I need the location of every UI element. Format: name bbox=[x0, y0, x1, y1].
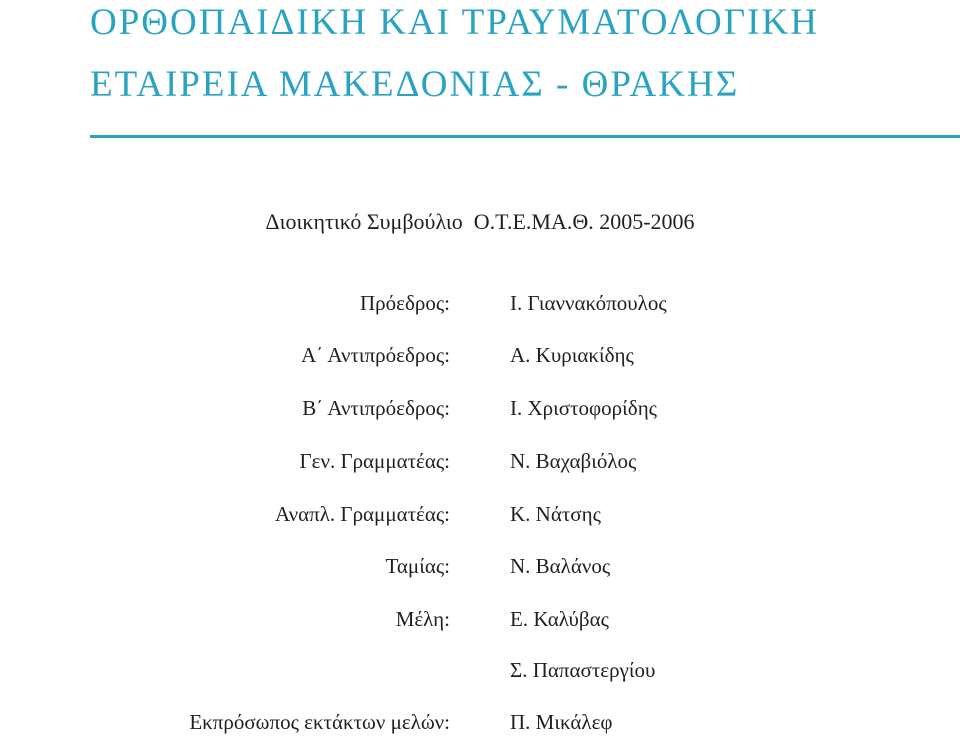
member-name: Κ. Νάτσης bbox=[510, 502, 601, 526]
header-divider bbox=[90, 135, 960, 138]
member-name: Ν. Βαλάνος bbox=[510, 554, 611, 578]
member-name: Σ. Παπαστεργίου bbox=[510, 658, 656, 682]
society-title-line-1: ΟΡΘΟΠΑΙΔΙΚΗ ΚΑΙ ΤΡΑΥΜΑΤΟΛΟΓΙΚΗ bbox=[90, 2, 819, 43]
member-row-general-secretary bbox=[0, 446, 960, 476]
member-role: Α΄ Αντιπρόεδρος: bbox=[301, 343, 450, 367]
member-name: Α. Κυριακίδης bbox=[510, 343, 634, 367]
member-row-vice-president-b bbox=[0, 393, 960, 423]
member-row-members-2 bbox=[0, 655, 960, 685]
member-role: Γεν. Γραμματέας: bbox=[299, 449, 450, 473]
member-role: Β΄ Αντιπρόεδρος: bbox=[302, 396, 450, 420]
member-role: Πρόεδρος: bbox=[360, 291, 450, 315]
member-name: Ν. Βαχαβιόλος bbox=[510, 449, 637, 473]
member-role: Εκπρόσωπος εκτάκτων μελών: bbox=[189, 710, 450, 734]
member-role: Αναπλ. Γραμματέας: bbox=[275, 502, 450, 526]
board-heading-text: Διοικητικό Συμβούλιο bbox=[265, 209, 463, 234]
board-years: 2005-2006 bbox=[599, 209, 695, 234]
member-name: Ι. Χριστοφορίδης bbox=[510, 396, 657, 420]
member-role: Ταμίας: bbox=[385, 554, 450, 578]
board-acronym: Ο.Τ.Ε.ΜΑ.Θ. bbox=[473, 209, 594, 234]
member-name: Π. Μικάλεφ bbox=[510, 710, 613, 734]
member-name: Ε. Καλύβας bbox=[510, 607, 609, 631]
member-row-vice-president-a bbox=[0, 340, 960, 370]
society-title-line-2: ΕΤΑΙΡΕΙΑ ΜΑΚΕΔΟΝΙΑΣ - ΘΡΑΚΗΣ bbox=[90, 64, 740, 105]
member-row-members bbox=[0, 604, 960, 634]
member-row-treasurer bbox=[0, 551, 960, 581]
member-row-extraordinary-representative bbox=[0, 707, 960, 737]
member-name: Ι. Γιαννακόπουλος bbox=[510, 291, 667, 315]
member-role: Μέλη: bbox=[395, 607, 450, 631]
board-heading bbox=[0, 209, 960, 235]
member-row-president bbox=[0, 288, 960, 318]
member-row-deputy-secretary bbox=[0, 499, 960, 529]
